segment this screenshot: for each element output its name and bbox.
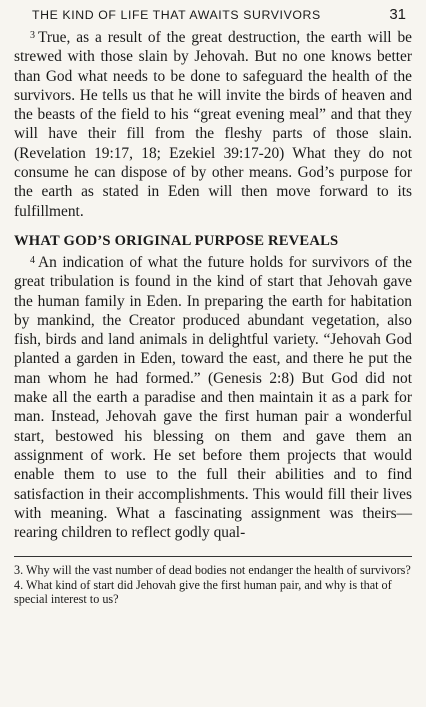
footnote-divider [14, 556, 412, 557]
chapter-title: THE KIND OF LIFE THAT AWAITS SURVIVORS [32, 8, 321, 22]
paragraph-number: 3 [30, 30, 35, 41]
study-question-3: 3. Why will the vast number of dead bodies not endanger the health of survivors? [14, 563, 411, 578]
page-number: 31 [389, 6, 406, 23]
paragraph-3 [14, 26, 412, 221]
paragraph-4 [14, 251, 412, 542]
paragraph-text: True, as a result of the great destruction, the earth will be strewed with those slain by Jehovah. But no one knows better than God what needs to be done to safeguard the health of the survivors. He tells us that he will invite the birds of heaven and the beasts of the field to his “great evening meal” and that they will have their fill from the fleshy parts of those slain. (Revelation 19:17, 18; Ezekiel 39:17-20) What they do not consume he can dispose of by other means. God’s purpose for the earth as stated in Eden will then move forward to its fulfillment. [14, 29, 412, 220]
paragraph-number: 4 [30, 254, 35, 266]
section-heading: WHAT GOD’S ORIGINAL PURPOSE REVEALS [14, 232, 339, 249]
paragraph-text: An indication of what the future holds for survivors of the great tribulation is found in the kind of start that Jehovah gave the human family in Eden. In preparing the earth for habitation by mankind, the Creator produced abundant vegetation, also fish, birds and land animals in delightful variety. “Jehovah God planted a garden in Eden, toward the east, and there he put the man whom he had formed.” (Genesis 2:8) But God did not make all the earth a paradise and then maintain it as a park for man. Instead, Jehovah gave the first human pair a wonderful start, bestowed his blessing on them and gave them an assignment of work. He set before them projects that would enable them to use to the full their abilities and to find satisfaction in their accomplishments. This would fill their lives with meaning. What a fascinating assignment was theirs—rearing children to reflect godly qual- [14, 253, 412, 542]
study-question-4: 4. What kind of start did Jehovah give the first human pair, and why is that of special interest to us? [14, 577, 392, 606]
running-head [14, 6, 412, 26]
